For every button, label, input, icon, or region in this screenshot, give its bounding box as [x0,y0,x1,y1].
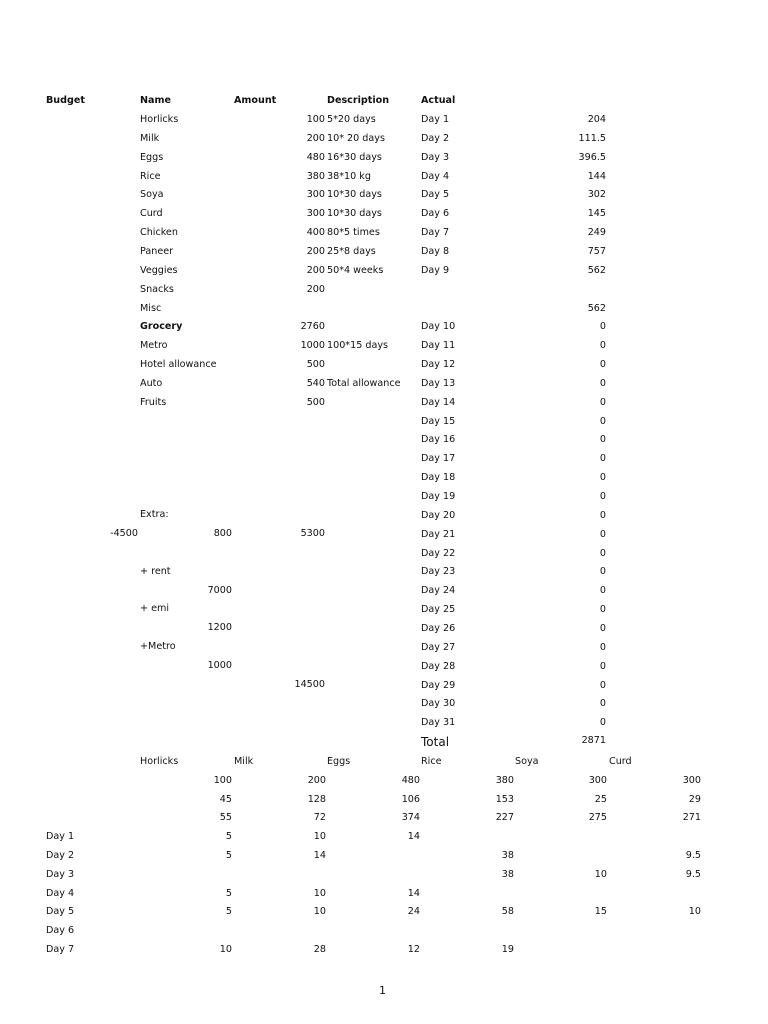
budget-item-name: Curd [140,208,163,219]
tracking-header: Soya [515,756,539,767]
budget-item-amount: 200 [306,246,325,257]
tracking-day-cell: 10 [313,888,326,899]
tracking-summary-cell: 275 [588,812,607,823]
extra-5300: 5300 [300,528,325,539]
actual-day-label: Day 13 [421,378,456,389]
budget-item-description: Total allowance [327,378,401,389]
budget-item-amount: 2760 [300,321,325,332]
actual-day-value: 0 [599,416,606,427]
actual-day-label: Day 11 [421,340,456,351]
budget-item-description: 10* 20 days [327,133,385,144]
actual-day-label: Day 1 [421,114,450,125]
tracking-day-label: Day 7 [46,944,75,955]
tracking-summary-cell: 153 [495,794,514,805]
actual-day-label: Day 9 [421,265,450,276]
tracking-summary-cell: 271 [682,812,701,823]
actual-day-label: Day 26 [421,623,456,634]
tracking-day-label: Day 6 [46,925,75,936]
budget-item-name: Soya [140,189,164,200]
tracking-day-cell: 10 [313,831,326,842]
tracking-day-cell: 5 [225,906,232,917]
budget-item-amount: 500 [306,359,325,370]
tracking-summary-cell: 100 [213,775,232,786]
budget-item-name: Paneer [140,246,174,257]
header-description: Description [327,95,390,106]
actual-day-value: 0 [599,378,606,389]
actual-day-value: 302 [587,189,606,200]
header-amount: Amount [234,95,277,106]
tracking-day-cell: 5 [225,850,232,861]
tracking-day-label: Day 4 [46,888,75,899]
budget-item-name: Horlicks [140,114,179,125]
actual-day-value: 0 [599,510,606,521]
actual-day-value: 204 [587,114,606,125]
actual-day-label: Day 10 [421,321,456,332]
budget-item-name: Fruits [140,397,167,408]
tracking-summary-cell: 29 [688,794,701,805]
tracking-day-cell: 15 [594,906,607,917]
actual-day-label: Day 30 [421,698,456,709]
actual-day-label: Day 16 [421,434,456,445]
budget-item-name: Hotel allowance [140,359,217,370]
rent-value: 7000 [207,585,232,596]
tracking-header: Milk [234,756,254,767]
tracking-summary-cell: 55 [219,812,232,823]
tracking-day-cell: 14 [407,888,420,899]
tracking-summary-cell: 374 [401,812,420,823]
actual-day-label: Day 18 [421,472,456,483]
actual-day-label: Day 29 [421,680,456,691]
actual-day-value: 145 [587,208,606,219]
budget-item-amount: 380 [306,171,325,182]
tracking-day-cell: 19 [501,944,514,955]
tracking-day-cell: 9.5 [685,869,701,880]
extra-negative: -4500 [110,528,138,539]
total-value: 2871 [581,735,606,746]
tracking-day-cell: 10 [594,869,607,880]
budget-item-amount: 200 [306,284,325,295]
actual-day-value: 0 [599,698,606,709]
tracking-day-label: Day 1 [46,831,75,842]
budget-item-amount: 400 [306,227,325,238]
tracking-day-cell: 24 [407,906,420,917]
tracking-day-cell: 10 [688,906,701,917]
tracking-header: Eggs [327,756,351,767]
budget-item-name: Misc [140,303,162,314]
budget-item-description: 10*30 days [327,208,382,219]
tracking-day-cell: 38 [501,850,514,861]
budget-item-name: Rice [140,171,161,182]
actual-day-value: 0 [599,548,606,559]
tracking-day-cell: 10 [313,906,326,917]
budget-item-amount: 200 [306,133,325,144]
actual-day-value: 0 [599,661,606,672]
header-actual: Actual [421,95,456,106]
tracking-summary-cell: 200 [307,775,326,786]
tracking-day-cell: 58 [501,906,514,917]
actual-day-value: 0 [599,453,606,464]
tracking-summary-cell: 72 [313,812,326,823]
actual-day-label: Day 27 [421,642,456,653]
actual-day-value: 249 [587,227,606,238]
budget-item-description: 10*30 days [327,189,382,200]
actual-day-label: Day 2 [421,133,450,144]
tracking-header: Horlicks [140,756,179,767]
tracking-header: Rice [421,756,442,767]
actual-day-label: Day 3 [421,152,450,163]
tracking-day-cell: 5 [225,831,232,842]
tracking-day-cell: 10 [219,944,232,955]
tracking-day-cell: 5 [225,888,232,899]
budget-item-name: Milk [140,133,160,144]
actual-day-value: 757 [587,246,606,257]
actual-day-value: 562 [587,303,606,314]
actual-day-label: Day 31 [421,717,456,728]
budget-item-amount: 540 [306,378,325,389]
actual-day-label: Day 21 [421,529,456,540]
budget-item-description: 16*30 days [327,152,382,163]
budget-item-name: Metro [140,340,168,351]
actual-day-value: 0 [599,340,606,351]
budget-item-amount: 1000 [300,340,325,351]
actual-day-value: 111.5 [578,133,606,144]
budget-item-amount: 100 [306,114,325,125]
actual-day-value: 0 [599,604,606,615]
actual-day-label: Day 24 [421,585,456,596]
tracking-summary-cell: 227 [495,812,514,823]
actual-day-value: 0 [599,566,606,577]
actual-day-value: 144 [587,171,606,182]
budget-item-description: 50*4 weeks [327,265,384,276]
actual-day-value: 562 [587,265,606,276]
header-name: Name [140,95,172,106]
actual-day-label: Day 17 [421,453,456,464]
actual-day-label: Day 8 [421,246,450,257]
tracking-summary-cell: 45 [219,794,232,805]
extra-label: Extra: [140,509,169,520]
actual-day-value: 0 [599,472,606,483]
header-budget: Budget [46,95,85,106]
budget-item-name: Snacks [140,284,174,295]
budget-item-name: Auto [140,378,163,389]
budget-item-description: 25*8 days [327,246,376,257]
actual-day-label: Day 5 [421,189,450,200]
actual-day-label: Day 28 [421,661,456,672]
emi-value: 1200 [207,622,232,633]
emi-label: + emi [140,603,170,614]
tracking-summary-cell: 480 [401,775,420,786]
budget-item-description: 100*15 days [327,340,389,351]
actual-day-value: 0 [599,529,606,540]
budget-item-description: 80*5 times [327,227,380,238]
actual-day-label: Day 14 [421,397,456,408]
actual-day-value: 396.5 [578,152,606,163]
tracking-day-cell: 12 [407,944,420,955]
budget-item-name: Veggies [140,265,178,276]
actual-day-value: 0 [599,585,606,596]
actual-day-value: 0 [599,717,606,728]
tracking-summary-cell: 300 [682,775,701,786]
tracking-summary-cell: 128 [307,794,326,805]
actual-day-value: 0 [599,680,606,691]
tracking-day-cell: 38 [501,869,514,880]
tracking-header: Curd [609,756,632,767]
actual-day-label: Day 15 [421,416,456,427]
actual-day-label: Day 20 [421,510,456,521]
rent-label: + rent [140,566,171,577]
actual-day-value: 0 [599,359,606,370]
tracking-summary-cell: 25 [594,794,607,805]
tracking-day-label: Day 3 [46,869,75,880]
actual-day-value: 0 [599,434,606,445]
budget-item-amount: 480 [306,152,325,163]
tracking-summary-cell: 106 [401,794,420,805]
tracking-day-cell: 9.5 [685,850,701,861]
actual-day-label: Day 6 [421,208,450,219]
actual-day-value: 0 [599,642,606,653]
tracking-day-label: Day 2 [46,850,75,861]
actual-day-label: Day 4 [421,171,450,182]
tracking-day-cell: 14 [407,831,420,842]
budget-item-description: 38*10 kg [327,171,371,182]
actual-day-value: 0 [599,321,606,332]
budget-item-amount: 200 [306,265,325,276]
budget-item-amount: 300 [306,189,325,200]
budget-item-amount: 500 [306,397,325,408]
actual-day-value: 0 [599,397,606,408]
budget-item-name: Eggs [140,152,164,163]
tracking-day-cell: 14 [313,850,326,861]
tracking-summary-cell: 380 [495,775,514,786]
total-label: Total [421,735,450,749]
extra-800: 800 [213,528,232,539]
actual-day-value: 0 [599,623,606,634]
actual-day-label: Day 12 [421,359,456,370]
budget-item-name: Grocery [140,321,183,332]
actual-day-value: 0 [599,491,606,502]
budget-item-amount: 300 [306,208,325,219]
tracking-summary-cell: 300 [588,775,607,786]
grand-total: 14500 [294,679,325,690]
budget-item-name: Chicken [140,227,178,238]
page-number: 1 [379,984,386,997]
actual-day-label: Day 7 [421,227,450,238]
tracking-day-cell: 28 [313,944,326,955]
metro-extra-value: 1000 [207,660,232,671]
actual-day-label: Day 23 [421,566,456,577]
metro-extra-label: +Metro [140,641,176,652]
actual-day-label: Day 19 [421,491,456,502]
budget-item-description: 5*20 days [327,114,376,125]
actual-day-label: Day 22 [421,548,456,559]
actual-day-label: Day 25 [421,604,456,615]
tracking-day-label: Day 5 [46,906,75,917]
